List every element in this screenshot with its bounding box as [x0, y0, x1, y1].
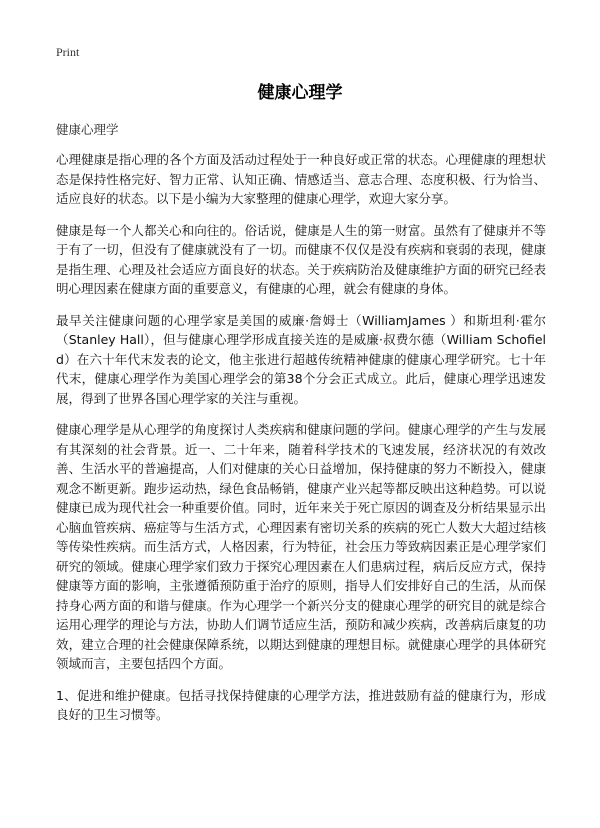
paragraph-health: 健康是每一个人都关心和向往的。俗话说，健康是人生的第一财富。虽然有了健康并不等于有了一切，但没有了健康就没有了一切。而健康不仅仅是没有疾病和衰弱的表现，健康是指生理、心理及社会适应方面良好的状态。关于疾病防治及健康维护方面的研究已经表明心理因素在健康方面的重要意义，有健康的心理，就会有健康的身体。 — [56, 222, 546, 296]
paragraph-intro: 心理健康是指心理的各个方面及活动过程处于一种良好或正常的状态。心理健康的理想状态是保持性格完好、智力正常、认知正确、情感适当、意志合理、态度积极、行为恰当、适应良好的状态。以下是小编为大家整理的健康心理学，欢迎大家分享。 — [56, 152, 546, 206]
paragraph-history: 最早关注健康问题的心理学家是美国的威廉·詹姆士（WilliamJames ）和斯坦利·霍尔（Stanley Hall），但与健康心理学形成直接关连的是威廉·叔费尔德（William Schofield）在六十年代末发表的论文，他主张进行超越传统精神健康的健康心理学研究。七十年代末，健康心理学作为美国心理学会的第38个分会正式成立。此后，健康心理学迅速发展，得到了世界各国心理学家的关注与重视。 — [56, 312, 546, 406]
paragraph-definition: 健康心理学是从心理学的角度探讨人类疾病和健康问题的学问。健康心理学的产生与发展有其深刻的社会背景。近一、二十年来，随着科学技术的飞速发展，经济状况的有效改善、生活水平的普遍提高，人们对健康的关心日益增加，保持健康的努力不断投入，健康观念不断更新。跑步运动热，绿色食品畅销，健康产业兴起等都反映出这种趋势。可以说健康已成为现代社会一种重要价值。同时，近年来关于死亡原因的调查及分析结果显示出心脑血管疾病、癌症等与生活方式，心理因素有密切关系的疾病的死亡人数大大超过结核等传染性疾病。而生活方式，人格因素，行为特征，社会压力等致病因素正是心理学家们研究的领域。健康心理学家们致力于探究心理因素在人们患病过程，病后反应方式，保持健康等方面的影响，主张遵循预防重于治疗的原则，指导人们安排好自己的生活，从而保持身心两方面的和谐与健康。作为心理学一个新兴分支的健康心理学的研究目的就是综合运用心理学的理论与方法，协助人们调节适应生活，预防和减少疾病，改善病后康复的功效，建立合理的社会健康保障系统，以期达到健康的理想目标。就健康心理学的具体研究领域而言，主要包括四个方面。 — [56, 422, 546, 671]
document-body — [56, 150, 546, 737]
document-subtitle: 健康心理学 — [56, 122, 119, 137]
print-link[interactable]: Print — [56, 45, 80, 59]
document-title: 健康心理学 — [257, 83, 343, 103]
paragraph-list-item-1: 1、促进和维护健康。包括寻找保持健康的心理学方法，推进鼓励有益的健康行为，形成良好的卫生习惯等。 — [56, 687, 546, 722]
